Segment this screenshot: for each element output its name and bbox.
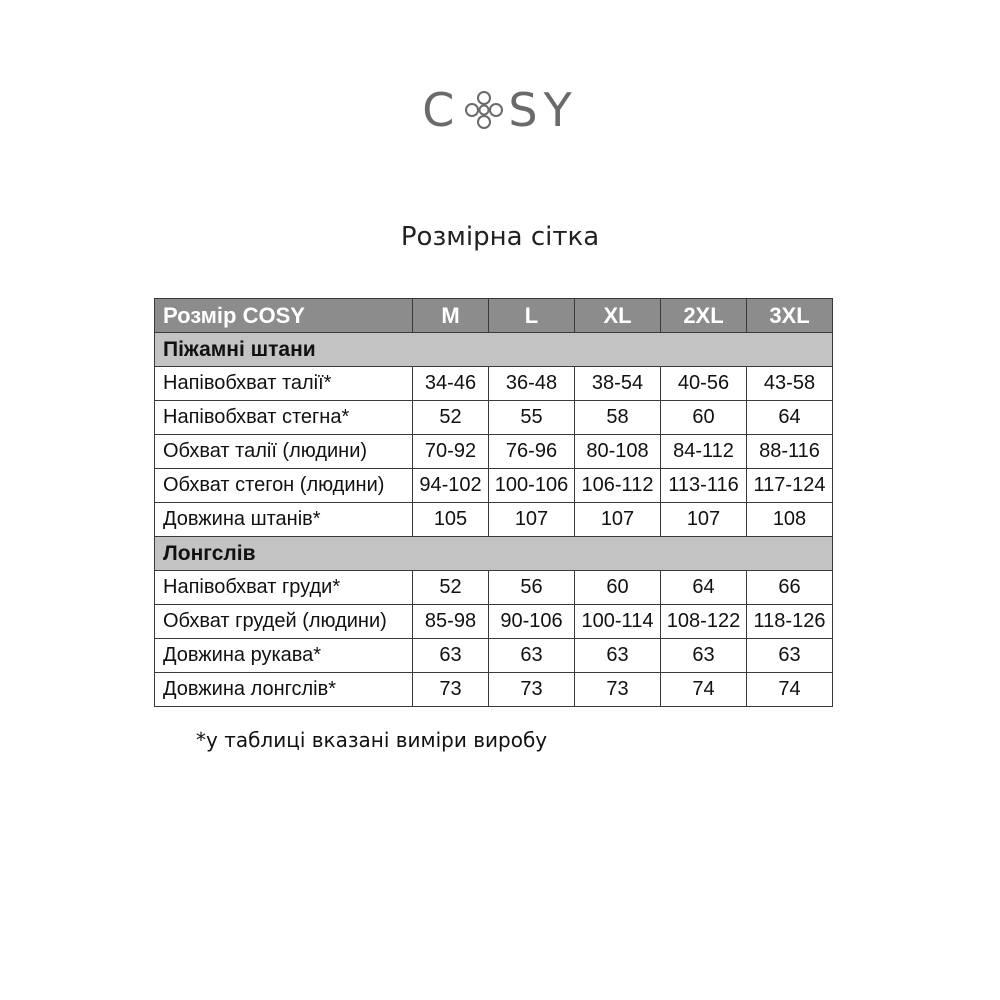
- measurement-value: 74: [747, 673, 833, 707]
- measurement-label: Довжина штанів*: [155, 503, 413, 537]
- measurement-label: Напівобхват груди*: [155, 571, 413, 605]
- measurement-value: 58: [575, 401, 661, 435]
- measurement-value: 106-112: [575, 469, 661, 503]
- measurement-label: Довжина лонгслів*: [155, 673, 413, 707]
- header-size-m: M: [413, 299, 489, 333]
- header-size-3xl: 3XL: [747, 299, 833, 333]
- measurement-value: 60: [575, 571, 661, 605]
- measurement-value: 74: [661, 673, 747, 707]
- measurement-value: 107: [661, 503, 747, 537]
- measurement-value: 38-54: [575, 367, 661, 401]
- measurement-value: 73: [489, 673, 575, 707]
- measurement-label: Обхват грудей (людини): [155, 605, 413, 639]
- measurement-value: 55: [489, 401, 575, 435]
- section-row: [155, 537, 833, 571]
- measurement-value: 107: [575, 503, 661, 537]
- measurement-value: 64: [661, 571, 747, 605]
- table-body: [155, 333, 833, 707]
- measurement-label: Напівобхват талії*: [155, 367, 413, 401]
- measurement-value: 63: [489, 639, 575, 673]
- measurement-value: 118-126: [747, 605, 833, 639]
- measurement-value: 84-112: [661, 435, 747, 469]
- measurement-value: 100-114: [575, 605, 661, 639]
- measurement-value: 90-106: [489, 605, 575, 639]
- measurement-value: 52: [413, 571, 489, 605]
- header-size-xl: XL: [575, 299, 661, 333]
- table-header-row: [155, 299, 833, 333]
- measurement-label: Обхват талії (людини): [155, 435, 413, 469]
- measurement-label: Обхват стегон (людини): [155, 469, 413, 503]
- measurement-value: 40-56: [661, 367, 747, 401]
- footnote: *у таблиці вказані виміри виробу: [196, 728, 548, 752]
- header-size-l: L: [489, 299, 575, 333]
- measurement-value: 107: [489, 503, 575, 537]
- measurement-value: 63: [747, 639, 833, 673]
- measurement-value: 73: [575, 673, 661, 707]
- size-chart-table: [154, 298, 833, 707]
- measurement-value: 56: [489, 571, 575, 605]
- measurement-value: 80-108: [575, 435, 661, 469]
- page-title: Розмірна сітка: [400, 222, 600, 252]
- measurement-value: 85-98: [413, 605, 489, 639]
- measurement-value: 63: [413, 639, 489, 673]
- measurement-value: 63: [661, 639, 747, 673]
- measurement-value: 64: [747, 401, 833, 435]
- table-row: [155, 367, 833, 401]
- section-title: Піжамні штани: [155, 333, 833, 367]
- section-title: Лонгслів: [155, 537, 833, 571]
- measurement-value: 113-116: [661, 469, 747, 503]
- header-size-2xl: 2XL: [661, 299, 747, 333]
- logo-letters-sy: SY: [508, 83, 578, 137]
- measurement-value: 70-92: [413, 435, 489, 469]
- table-row: [155, 571, 833, 605]
- flower-o-icon: [462, 88, 506, 132]
- measurement-value: 60: [661, 401, 747, 435]
- logo-letter-c: C: [422, 83, 461, 137]
- measurement-label: Довжина рукава*: [155, 639, 413, 673]
- table-row: [155, 673, 833, 707]
- table-row: [155, 435, 833, 469]
- table-row: [155, 469, 833, 503]
- table-row: [155, 605, 833, 639]
- measurement-value: 100-106: [489, 469, 575, 503]
- measurement-value: 88-116: [747, 435, 833, 469]
- measurement-value: 117-124: [747, 469, 833, 503]
- table-row: [155, 401, 833, 435]
- measurement-value: 76-96: [489, 435, 575, 469]
- table-row: [155, 639, 833, 673]
- measurement-value: 52: [413, 401, 489, 435]
- measurement-value: 63: [575, 639, 661, 673]
- brand-logo: [0, 82, 1000, 138]
- measurement-value: 94-102: [413, 469, 489, 503]
- measurement-value: 66: [747, 571, 833, 605]
- measurement-value: 105: [413, 503, 489, 537]
- measurement-value: 36-48: [489, 367, 575, 401]
- header-size-label: Розмір COSY: [155, 299, 413, 333]
- measurement-label: Напівобхват стегна*: [155, 401, 413, 435]
- measurement-value: 73: [413, 673, 489, 707]
- measurement-value: 108: [747, 503, 833, 537]
- measurement-value: 34-46: [413, 367, 489, 401]
- section-row: [155, 333, 833, 367]
- measurement-value: 43-58: [747, 367, 833, 401]
- table-row: [155, 503, 833, 537]
- measurement-value: 108-122: [661, 605, 747, 639]
